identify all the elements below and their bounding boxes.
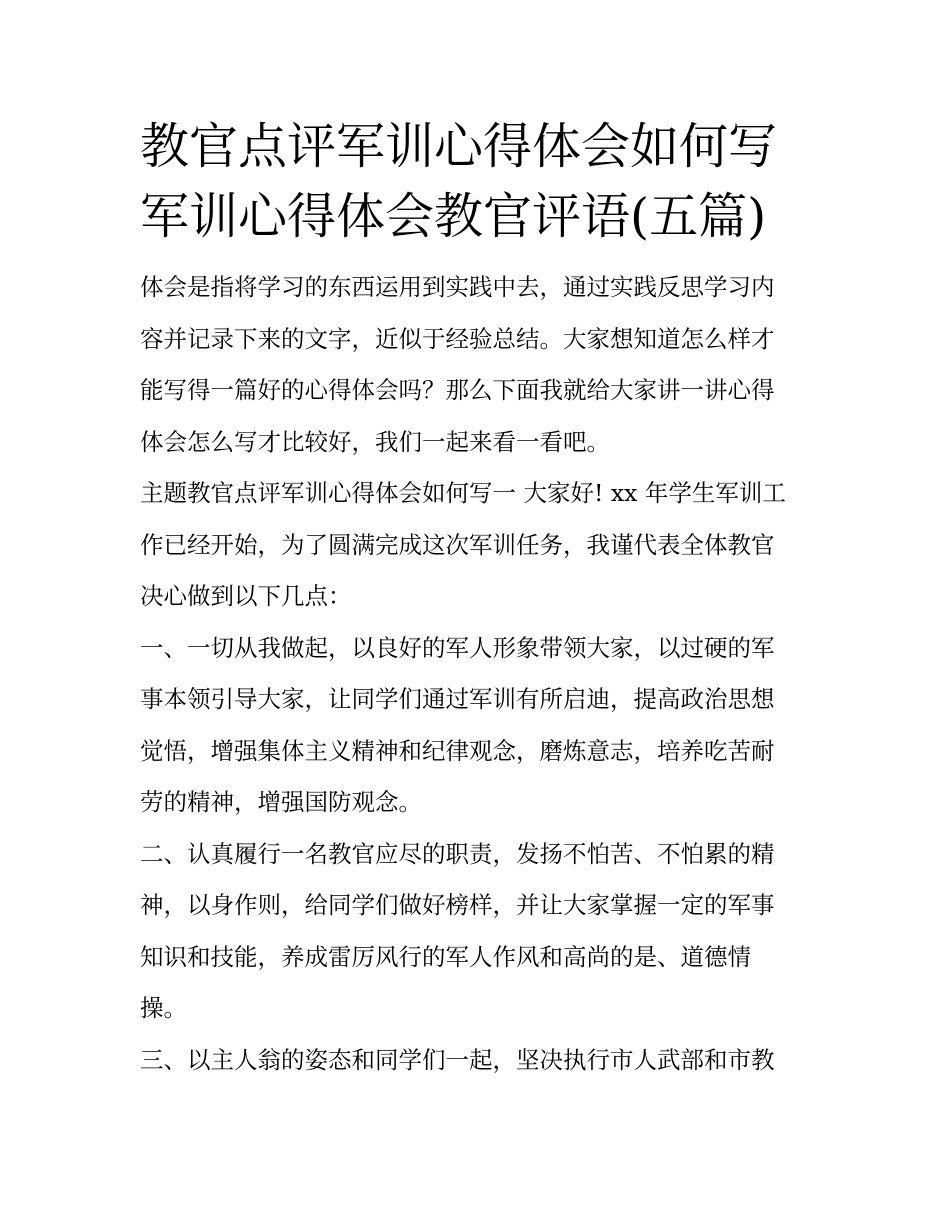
- body-line: 体会是指将学习的东西运用到实践中去，通过实践反思学习内: [140, 273, 775, 301]
- document-body: [140, 262, 812, 1086]
- document-title: [140, 112, 812, 252]
- body-line: 主题教官点评军训心得体会如何写一 大家好! xx 年学生军训工: [140, 479, 786, 507]
- title-line-2: 军训心得体会教官评语(五篇): [140, 188, 767, 245]
- body-line: 三、以主人翁的姿态和同学们一起，坚决执行市人武部和市教: [140, 1045, 775, 1074]
- body-line: 神，以身作则，给同学们做好榜样，并让大家掌握一定的军事: [140, 891, 775, 919]
- body-line: 决心做到以下几点：: [140, 582, 352, 610]
- title-line-1: 教官点评军训心得体会如何写: [140, 118, 778, 175]
- body-line: 一、一切从我做起，以良好的军人形象带领大家，以过硬的军: [140, 633, 775, 662]
- body-line: 体会怎么写才比较好，我们一起来看一看吧。: [140, 427, 610, 456]
- body-line: 劳的精神，增强国防观念。: [140, 788, 422, 816]
- body-line: 容并记录下来的文字，近似于经验总结。大家想知道怎么样才: [140, 324, 775, 353]
- body-line: 作已经开始，为了圆满完成这次军训任务，我谨代表全体教官: [140, 530, 775, 559]
- document-page: [140, 112, 812, 1086]
- body-line: 觉悟，增强集体主义精神和纪律观念，磨炼意志，培养吃苦耐: [140, 736, 775, 765]
- body-line: 能写得一篇好的心得体会吗？那么下面我就给大家讲一讲心得: [140, 376, 775, 404]
- body-line: 知识和技能，养成雷厉风行的军人作风和高尚的是、道德情: [140, 942, 751, 971]
- body-line: 操。: [140, 994, 187, 1022]
- body-line: 事本领引导大家，让同学们通过军训有所启迪，提高政治思想: [140, 685, 775, 713]
- body-line: 二、认真履行一名教官应尽的职责，发扬不怕苦、不怕累的精: [140, 839, 775, 868]
